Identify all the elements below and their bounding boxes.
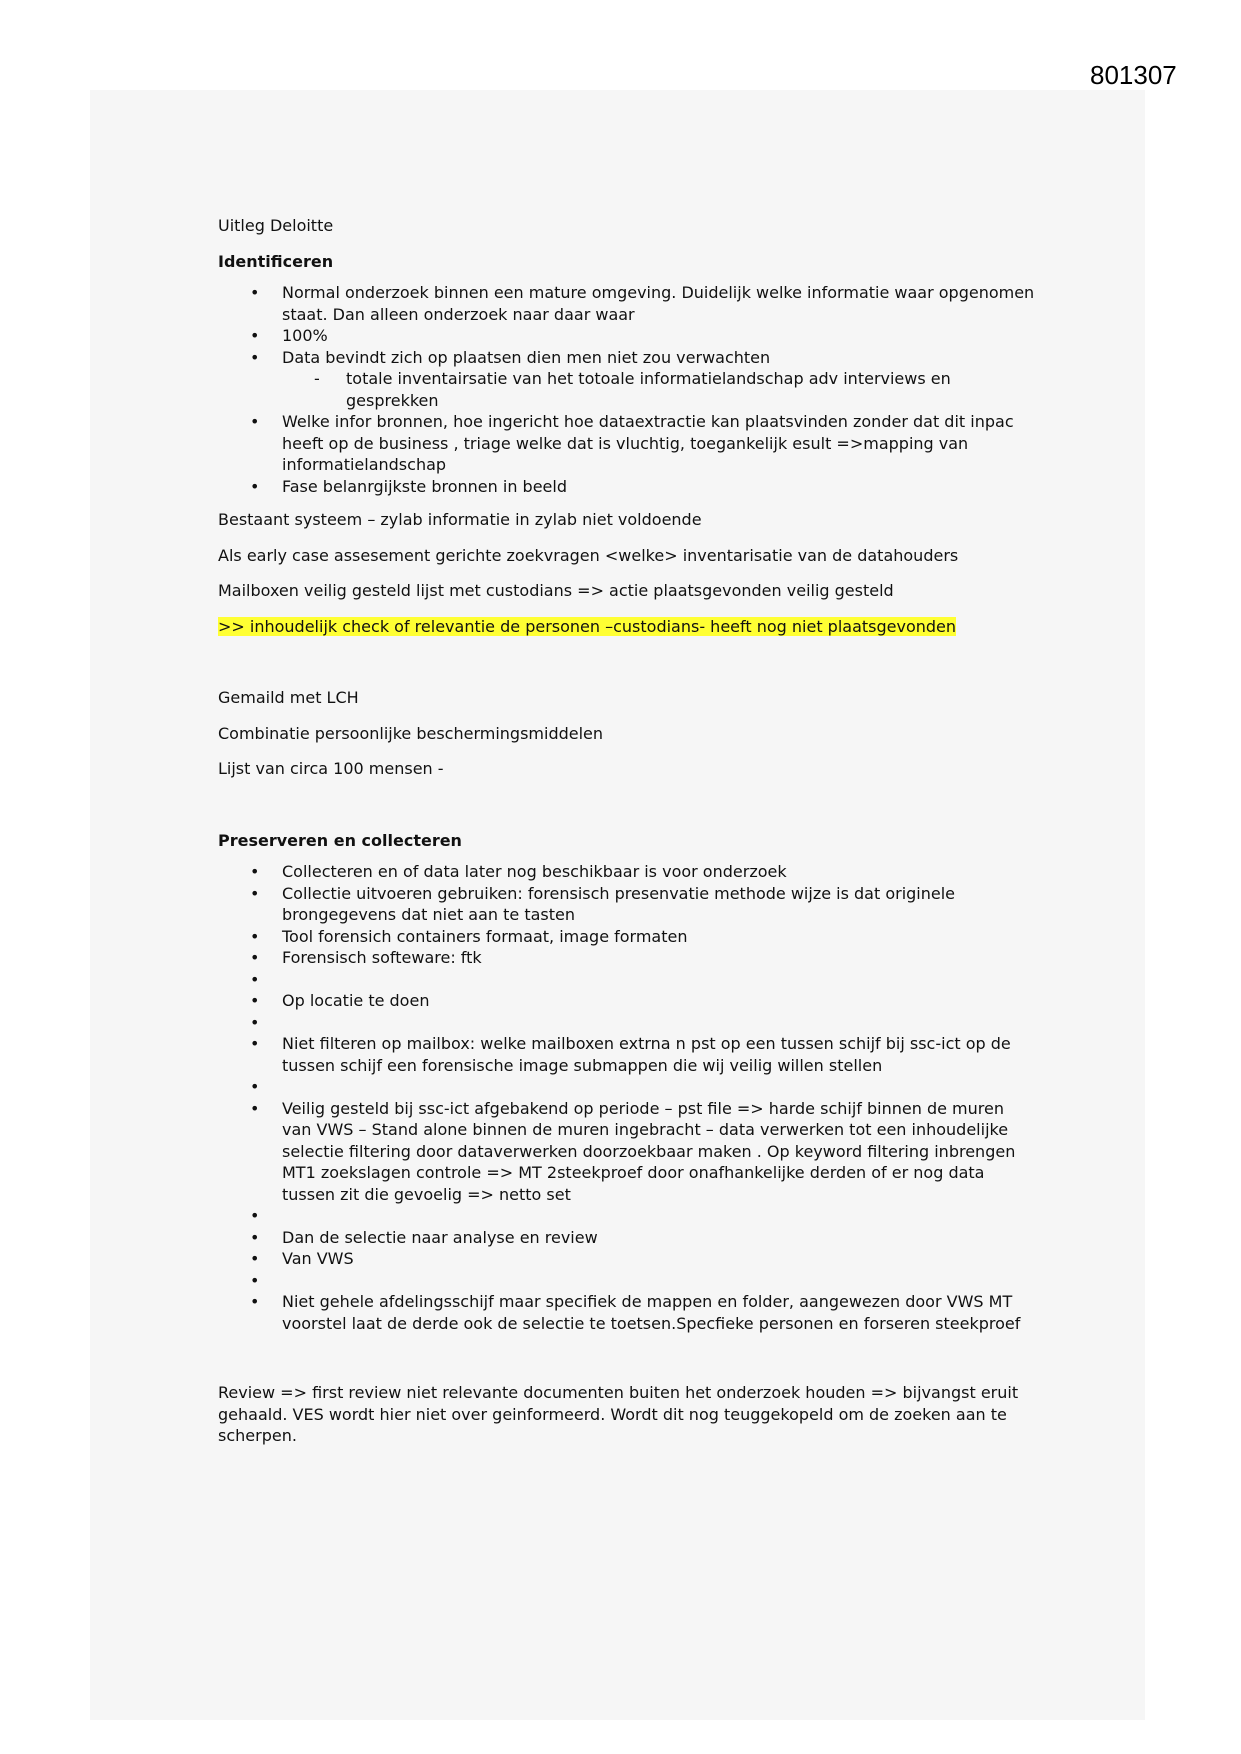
list-item bbox=[218, 347, 1038, 412]
list-item: • Dan de selectie naar analyse en review bbox=[218, 1227, 1038, 1249]
document-body bbox=[218, 215, 1038, 1461]
section-title-identificeren: Identificeren bbox=[218, 251, 334, 271]
list-item bbox=[218, 1270, 1038, 1292]
list-item: • Collectie uitvoeren gebruiken: forensisch presenvatie methode wijze is dat originele brongegevens dat niet aan te tasten bbox=[218, 883, 1038, 926]
list-item: • Veilig gesteld bij ssc-ict afgebakend op periode – pst file => harde schijf binnen de muren van VWS – Stand alone binnen de muren ingebracht – data verwerken tot een inhoudelijke selectie filtering door dataverwerken doorzoekbaar maken . Op keyword filtering inbrengen MT1 zoekslagen controle => MT 2steekproef door onafhankelijke derden of er nog data tussen zit die gevoelig => netto set bbox=[218, 1098, 1038, 1206]
list-item bbox=[218, 1012, 1038, 1034]
list-item-text: Data bevindt zich op plaatsen dien men niet zou verwachten bbox=[282, 347, 771, 367]
review-paragraph: Review => first review niet relevante documenten buiten het onderzoek houden => bijvangst eruit gehaald. VES wordt hier niet over geinformeerd. Wordt dit nog teuggekopeld om de zoeken aan te scherpen. bbox=[218, 1383, 1019, 1445]
list-item: • Tool forensich containers formaat, image formaten bbox=[218, 926, 1038, 948]
spacer bbox=[218, 794, 1038, 830]
list-item: • 100% bbox=[218, 325, 1038, 347]
identificeren-list bbox=[218, 282, 1038, 497]
spacer bbox=[218, 651, 1038, 687]
list-item: • Van VWS bbox=[218, 1248, 1038, 1270]
list-item bbox=[218, 1205, 1038, 1227]
list-item: • Niet filteren op mailbox: welke mailboxen extrna n pst op een tussen schijf bij ssc-ict op de tussen schijf een forensische image submappen die wij veilig willen stellen bbox=[218, 1033, 1038, 1076]
preserveren-list bbox=[218, 861, 1038, 1334]
list-item: • Forensisch softeware: ftk bbox=[218, 947, 1038, 969]
list-item bbox=[218, 1076, 1038, 1098]
paragraph: Mailboxen veilig gesteld lijst met custodians => actie plaatsgevonden veilig gesteld bbox=[218, 581, 894, 600]
list-item: • Welke infor bronnen, hoe ingericht hoe dataextractie kan plaatsvinden zonder dat dit inpac heeft op de business , triage welke dat is vluchtig, toegankelijk esult =>mapping van informatielandschap bbox=[218, 411, 1038, 476]
sub-list bbox=[282, 368, 1038, 411]
paragraph: Gemaild met LCH bbox=[218, 688, 359, 707]
list-item: • Op locatie te doen bbox=[218, 990, 1038, 1012]
list-item: • Niet gehele afdelingsschijf maar specifiek de mappen en folder, aangewezen door VWS MT voorstel laat de derde ook de selectie te toetsen.Specfieke personen en forseren steekproef bbox=[218, 1291, 1038, 1334]
paragraph: Combinatie persoonlijke beschermingsmiddelen bbox=[218, 723, 604, 743]
list-item: • Collecteren en of data later nog beschikbaar is voor onderzoek bbox=[218, 861, 1038, 883]
highlight-text: >> inhoudelijk check of relevantie de personen –custodians- heeft nog niet plaatsgevonden bbox=[218, 616, 957, 636]
list-item: • Normal onderzoek binnen een mature omgeving. Duidelijk welke informatie waar opgenomen staat. Dan alleen onderzoek naar daar waar bbox=[218, 282, 1038, 325]
list-item bbox=[218, 969, 1038, 991]
document-number: 801307 bbox=[1090, 60, 1177, 90]
highlighted-note bbox=[218, 616, 1038, 638]
spacer bbox=[218, 1346, 1038, 1382]
list-item: • Fase belanrgijkste bronnen in beeld bbox=[218, 476, 1038, 498]
paragraph: Als early case assesement gerichte zoekvragen <welke> inventarisatie van de datahouders bbox=[218, 545, 959, 565]
intro-label: Uitleg Deloitte bbox=[218, 216, 334, 235]
paragraph: Lijst van circa 100 mensen - bbox=[218, 759, 444, 778]
section-title-preserveren: Preserveren en collecteren bbox=[218, 830, 462, 850]
sub-list-item: - totale inventairsatie van het totoale informatielandschap adv interviews en gesprekken bbox=[282, 368, 1038, 411]
paragraph: Bestaant systeem – zylab informatie in zylab niet voldoende bbox=[218, 510, 702, 529]
